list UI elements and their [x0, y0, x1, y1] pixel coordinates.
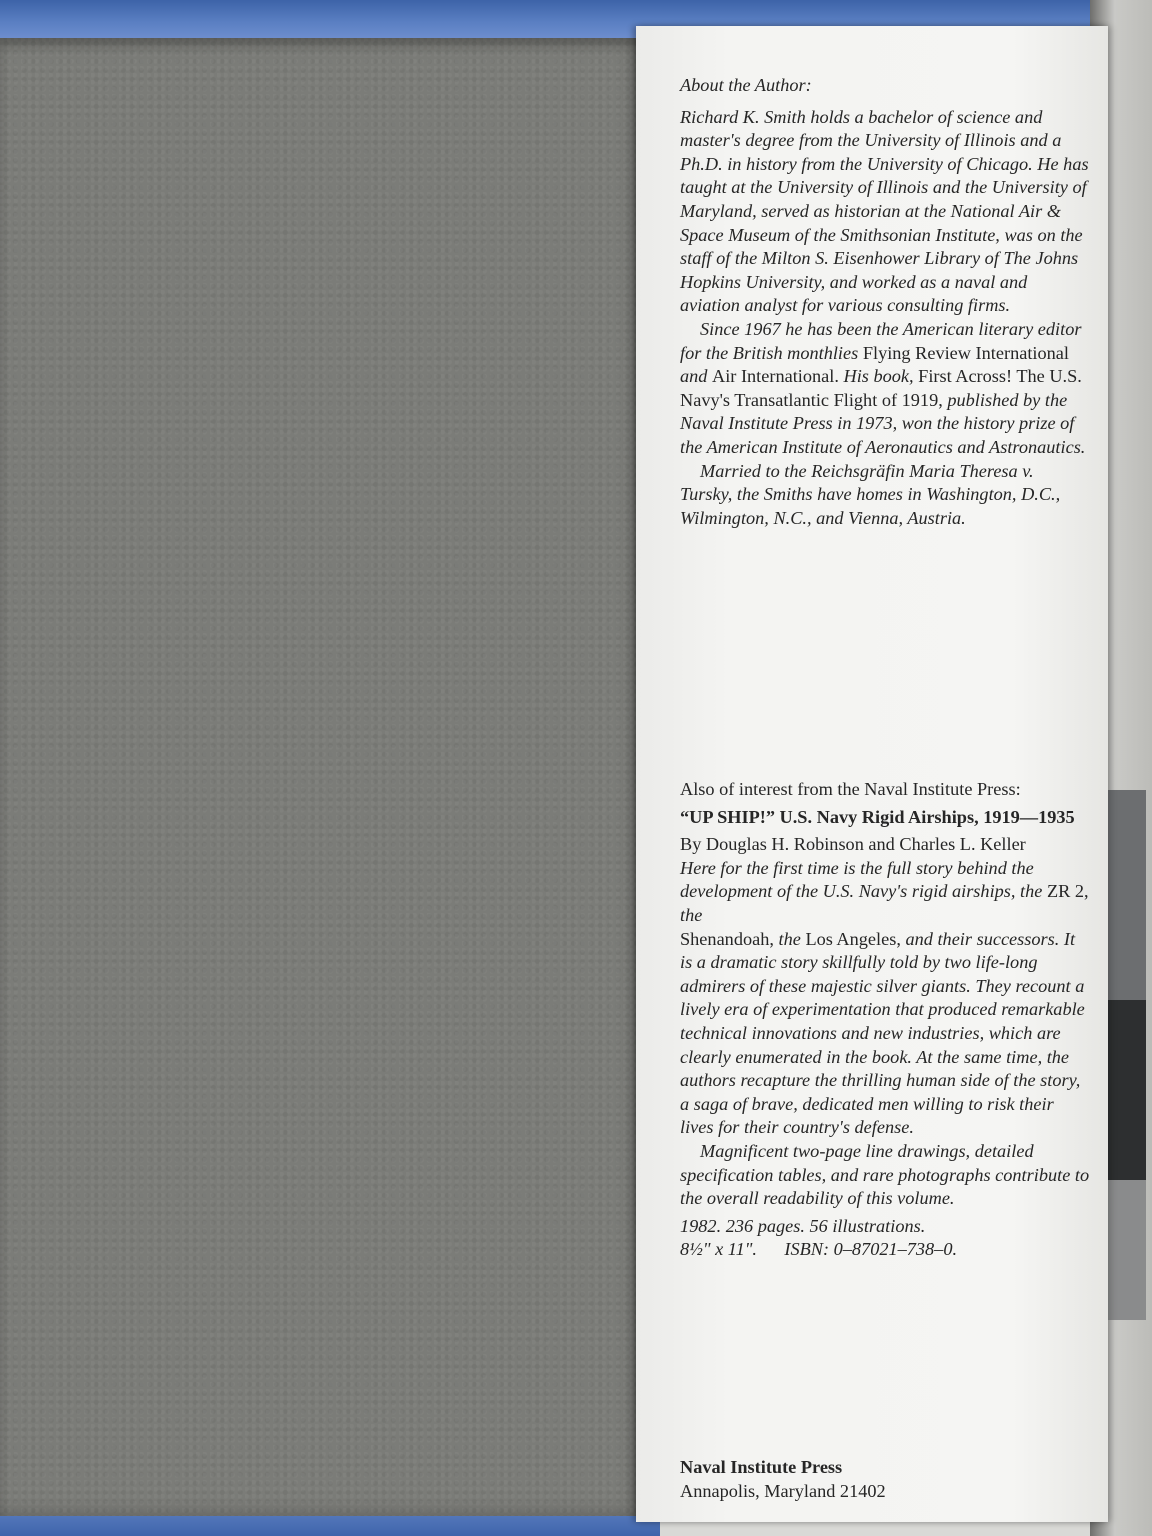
- book-title: First Across! The U.S. Navy's Transatlantic Flight of 1919,: [680, 366, 1082, 410]
- book-details: 8½" x 11". ISBN: 0–87021–738–0.: [680, 1239, 958, 1260]
- featured-book-byline: By Douglas H. Robinson and Charles L. Keller: [680, 834, 1026, 855]
- publisher-name: Naval Institute Press: [680, 1457, 843, 1477]
- also-of-interest-intro: Also of interest from the Naval Institute Press:: [680, 779, 1021, 799]
- magazine-title: Flying Review International: [862, 342, 1069, 363]
- dust-jacket-flap: [636, 26, 1108, 1522]
- featured-book-title: “UP SHIP!” U.S. Navy Rigid Airships, 1919—1935: [680, 806, 1075, 827]
- book-details: 1982. 236 pages. 56 illustrations.: [680, 1215, 926, 1236]
- about-author-heading: About the Author:: [680, 75, 812, 95]
- publisher-block: [680, 1456, 1090, 1503]
- magazine-title: Air International.: [712, 366, 839, 387]
- about-author-section: [680, 74, 1090, 530]
- publisher-address: Annapolis, Maryland 21402: [680, 1480, 886, 1501]
- book-description: Magnificent two-page line drawings, detailed specification tables, and rare photographs contribute to the overall readability of this volume.: [680, 1140, 1090, 1209]
- also-of-interest-section: [680, 778, 1090, 1262]
- author-bio-paragraph: Since 1967 he has been the American literary editor for the British monthlies Flying Review International and Air International. His book, First Across! The U.S. Navy's Transatlantic Flight of 1919, published by the Naval Institute Press in 1973, won the history prize of the American Institute of Aeronautics and Astronautics.: [680, 318, 1086, 457]
- book-description: Here for the first time is the full story behind the development of the U.S. Navy's rigid airships, the ZR 2, the Shenandoah, the Los Angeles, and their successors. It is a dramatic story skillfully told by two life-long admirers of these majestic silver giants. They recount a lively era of experimentation that produced remarkable technical innovations and new industries, which are clearly enumerated in the book. At the same time, the authors recapture the thrilling human side of the story, a saga of brave, dedicated men willing to risk their lives for their country's defense.: [680, 857, 1089, 1138]
- author-bio-paragraph: Richard K. Smith holds a bachelor of science and master's degree from the University of Illinois and a Ph.D. in history from the University of Chicago. He has taught at the University of Illinois and the University of Maryland, served as historian at the National Air & Space Museum of the Smithsonian Institute, was on the staff of the Milton S. Eisenhower Library of The Johns Hopkins University, and worked as a naval and aviation analyst for various consulting firms.: [680, 106, 1089, 316]
- author-bio-paragraph: Married to the Reichsgräfin Maria Theresa v. Tursky, the Smiths have homes in Washington, D.C., Wilmington, N.C., and Vienna, Austria.: [680, 460, 1061, 528]
- endpaper: [0, 38, 650, 1516]
